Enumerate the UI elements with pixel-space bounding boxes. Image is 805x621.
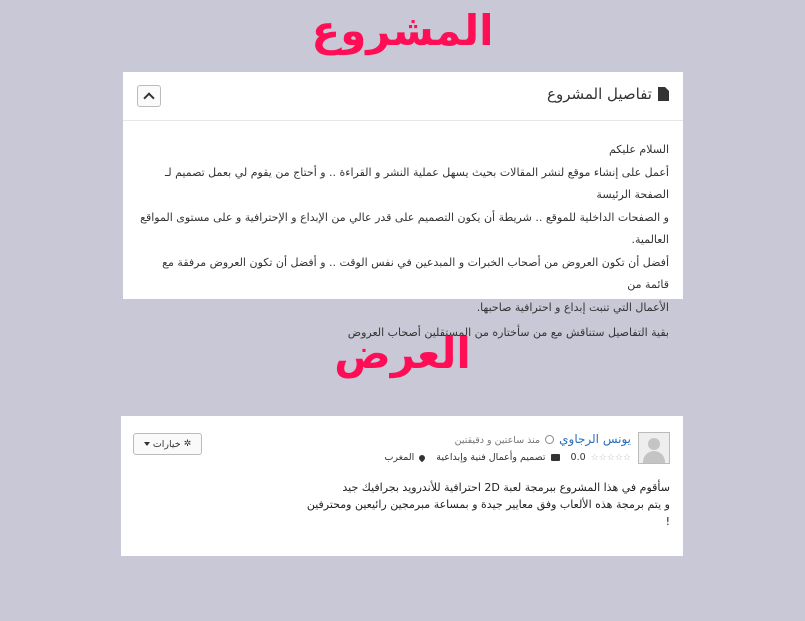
project-section-title: المشروع bbox=[311, 6, 494, 55]
project-details-card bbox=[123, 72, 683, 339]
rating-value: 0.0 bbox=[570, 452, 586, 463]
description-line: و الصفحات الداخلية للموقع .. شريطة أن يكون التصميم على قدر عالي من الإبداع و الإحترافية و على مستوى المواقع العالمية. bbox=[140, 210, 669, 246]
location-text: المغرب bbox=[384, 452, 415, 463]
project-closing-paragraph: بقية التفاصيل ستناقش مع من سأختاره من المستقلين أصحاب العروض bbox=[347, 326, 669, 339]
offer-body bbox=[150, 479, 670, 530]
user-name-link[interactable]: يونس الرجاوي bbox=[559, 432, 631, 446]
clock-icon bbox=[545, 435, 554, 444]
offer-body-line: و يتم برمجة هذه الألعاب وفق معايير جيدة و بمساعة مبرمجين رائيعين ومحترفين bbox=[306, 498, 670, 511]
avatar-head-shape bbox=[648, 438, 660, 450]
description-line: أفضل أن تكون العروض من أصحاب الخبرات و المبدعين في نفس الوقت .. و أفضل أن تكون العروض مرفقة مع قائمة من bbox=[162, 255, 669, 291]
offer-user-line bbox=[455, 432, 631, 446]
gear-icon: ✲ bbox=[183, 439, 192, 449]
greeting-line: السلام عليكم bbox=[608, 143, 669, 156]
offer-card bbox=[121, 416, 683, 556]
options-label: خيارات bbox=[152, 438, 181, 450]
caret-down-icon bbox=[144, 442, 150, 446]
project-details-header bbox=[123, 72, 683, 121]
options-button[interactable] bbox=[133, 433, 202, 455]
offer-meta-line bbox=[384, 452, 631, 463]
time-ago: منذ ساعتين و دقيقتين bbox=[454, 435, 541, 446]
project-description-paragraph bbox=[137, 139, 669, 319]
chevron-up-icon bbox=[143, 92, 154, 103]
project-details-title bbox=[547, 85, 669, 103]
description-line: الأعمال التي تنبت إبداع و احترافية صاحبها. bbox=[476, 300, 669, 314]
description-line: أعمل على إنشاء موقع لنشر المقالات بحيث يسهل عملية النشر و القراءة .. و أحتاج من يقوم لي بعمل تصميم لـ الصفحة الرئيسة bbox=[165, 165, 669, 201]
offer-section-title: العرض bbox=[334, 329, 471, 378]
collapse-button[interactable] bbox=[137, 85, 161, 107]
category-text: تصميم وأعمال فنية وإبداعية bbox=[436, 452, 546, 463]
project-details-title-text: تفاصيل المشروع bbox=[547, 85, 652, 103]
project-description bbox=[123, 121, 683, 345]
avatar[interactable] bbox=[638, 432, 670, 464]
rating-stars: ☆☆☆☆☆ bbox=[590, 452, 631, 463]
map-pin-icon bbox=[418, 453, 426, 461]
avatar-body-shape bbox=[643, 451, 665, 464]
briefcase-icon bbox=[551, 454, 560, 461]
offer-body-line: سأقوم في هذا المشروع ببرمجة لعبة 2D احترافية للأندرويد بجرافيك جيد bbox=[342, 481, 670, 494]
document-icon bbox=[658, 87, 669, 101]
offer-body-line: ! bbox=[665, 515, 670, 528]
